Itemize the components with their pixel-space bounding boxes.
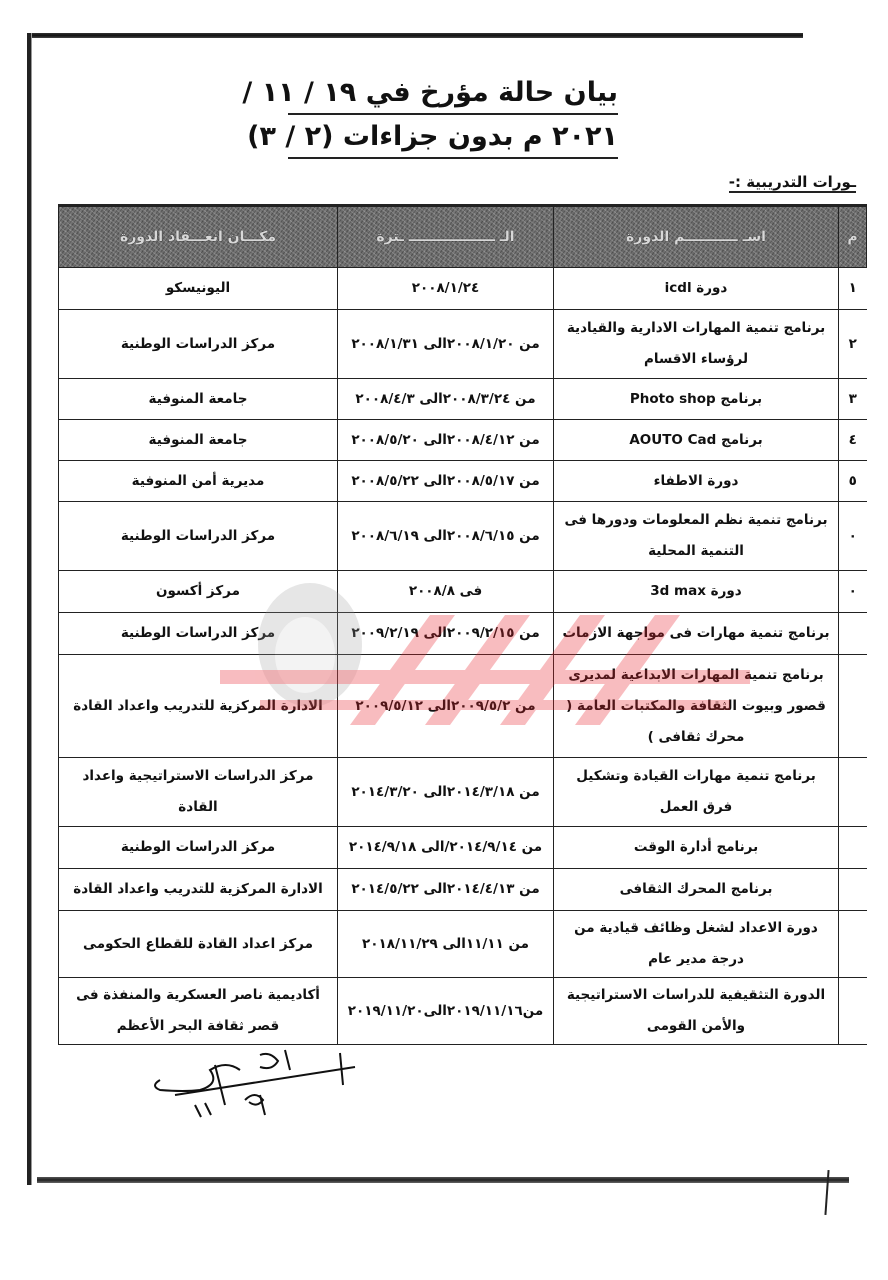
course-name: [554, 461, 839, 502]
course-name-text: برنامج المحرك الثقافى: [619, 881, 773, 897]
course-period: [338, 502, 554, 571]
course-period: [338, 911, 554, 978]
course-location: [59, 268, 338, 310]
table-row: [59, 502, 867, 571]
course-name-text: برنامج Photo shop: [629, 390, 763, 407]
course-name: [554, 502, 839, 571]
row-number: [839, 758, 867, 827]
header-course: اسـ ـــــــــــم الدورة: [554, 206, 839, 268]
course-period-text: من ٢٠٠٨/٣/٢٤الى ٢٠٠٨/٤/٣: [355, 390, 536, 407]
course-period: [338, 268, 554, 310]
title-line-1: بيان حالة مؤرخ في ١٩ / ١١ /: [288, 73, 618, 115]
course-location: [59, 310, 338, 379]
course-name-text: برنامج AOUTO Cad: [629, 431, 763, 448]
course-period: [338, 758, 554, 827]
course-name: [554, 869, 839, 911]
course-location-text: مركز الدراسات الوطنية: [120, 839, 276, 855]
table-row: [59, 268, 867, 310]
course-name-text: دورة 3d max: [650, 583, 742, 599]
course-location: [59, 420, 338, 461]
course-name-text: برنامج أدارة الوقت: [633, 839, 759, 855]
row-number: [839, 911, 867, 978]
table-row: [59, 911, 867, 978]
course-period-text: من ٢٠١٤/٩/١٤/الى ٢٠١٤/٩/١٨: [348, 839, 543, 855]
course-location: [59, 379, 338, 420]
row-number: [839, 655, 867, 758]
course-location: [59, 571, 338, 613]
course-name: [554, 827, 839, 869]
table-row: [59, 420, 867, 461]
course-period: [338, 420, 554, 461]
page-border-top: [27, 33, 803, 38]
handwritten-signature: [135, 1045, 375, 1125]
course-period-text: من ٢٠٠٨/٦/١٥الى ٢٠٠٨/٦/١٩: [351, 527, 540, 544]
course-period-text: من ٢٠٠٨/٥/١٧الى ٢٠٠٨/٥/٢٢: [351, 472, 540, 489]
course-name: [554, 978, 839, 1045]
table-row: [59, 827, 867, 869]
course-name-text: برنامج تنمية نظم المعلومات ودورها فى التنمية المحلية: [564, 512, 828, 559]
row-number: [839, 461, 867, 502]
row-number: [839, 502, 867, 571]
courses-table: [58, 204, 867, 1045]
course-location: [59, 502, 338, 571]
course-period: [338, 869, 554, 911]
row-number-text: ١: [848, 280, 857, 296]
course-period: [338, 655, 554, 758]
section-label: ـورات التدريبية :-: [728, 173, 856, 191]
row-number: [839, 268, 867, 310]
course-period: [338, 613, 554, 655]
course-name-text: دورة الاطفاء: [653, 472, 739, 489]
course-location: [59, 827, 338, 869]
course-name: [554, 613, 839, 655]
course-period: [338, 571, 554, 613]
row-number-text: ٠: [848, 527, 857, 544]
course-name-text: الدورة التثقيفية للدراسات الاستراتيجية والأمن القومى: [566, 987, 826, 1034]
course-name-text: برنامج تنمية مهارات فى مواجهة الازمات: [562, 625, 830, 641]
course-location-text: جامعة المنوفية: [148, 390, 248, 407]
row-number: [839, 379, 867, 420]
course-period-text: من ٢٠١٤/٣/١٨الى ٢٠١٤/٣/٢٠: [351, 783, 540, 800]
document-title: [242, 73, 618, 161]
row-number: [839, 613, 867, 655]
course-period: [338, 310, 554, 379]
course-location-text: مركز الدراسات الوطنية: [120, 625, 276, 641]
course-name: [554, 268, 839, 310]
course-name: [554, 379, 839, 420]
course-location-text: أكاديمية ناصر العسكرية والمنفذة فى قصر ثقافة البحر الأعظم: [76, 987, 320, 1034]
course-period-text: من ٢٠٠٨/١/٢٠الى ٢٠٠٨/١/٣١: [351, 335, 540, 352]
course-location-text: مركز الدراسات الاستراتيجية واعداد القادة: [82, 768, 314, 815]
course-location: [59, 911, 338, 978]
course-location-text: مركز اعداد القادة للقطاع الحكومى: [83, 935, 313, 952]
table-header-row: [59, 206, 867, 268]
table-row: [59, 758, 867, 827]
course-location: [59, 613, 338, 655]
course-location-text: الادارة المركزية للتدريب واعداد القادة: [73, 881, 323, 897]
page-border-left: [27, 33, 32, 1185]
header-location: مكـــان انعـــقاد الدورة: [59, 206, 338, 268]
row-number-text: ٠: [848, 583, 857, 599]
course-name: [554, 420, 839, 461]
row-number: [839, 571, 867, 613]
course-period-text: من ٢٠٠٩/٢/١٥الى ٢٠٠٩/٢/١٩: [351, 625, 540, 641]
header-number: م: [839, 206, 867, 268]
course-location: [59, 978, 338, 1045]
row-number: [839, 420, 867, 461]
course-name: [554, 758, 839, 827]
course-location-text: مركز أكسون: [156, 583, 240, 599]
row-number-text: ٤: [848, 431, 857, 448]
course-name-text: برنامج تنمية مهارات القيادة وتشكيل فرق العمل: [576, 768, 816, 815]
course-period-text: من٢٠١٩/١١/١٦الى٢٠١٩/١١/٢٠: [347, 1002, 544, 1019]
course-name-text: برنامج تنمية المهارات الابداعية لمديرى قصور وبيوت الثقافة والمكتبات العامة ( محرك ثقافى ): [566, 666, 826, 745]
course-location: [59, 869, 338, 911]
row-number-text: ٣: [848, 390, 857, 407]
course-location: [59, 655, 338, 758]
course-period: [338, 978, 554, 1045]
table-row: [59, 379, 867, 420]
course-period-text: من ٢٠١٤/٤/١٣الى ٢٠١٤/٥/٢٢: [351, 881, 540, 897]
course-period-text: من ١١/١١الى ٢٠١٨/١١/٢٩: [362, 935, 529, 952]
course-name-text: برنامج تنمية المهارات الادارية والقيادية لرؤساء الاقسام: [566, 320, 826, 367]
row-number: [839, 827, 867, 869]
course-period-text: فى ٢٠٠٨/٨: [408, 583, 483, 599]
row-number: [839, 310, 867, 379]
row-number-text: ٥: [848, 472, 857, 489]
row-number: [839, 978, 867, 1045]
course-period-text: من ٢٠٠٩/٥/٢الى ٢٠٠٩/٥/١٢: [355, 697, 536, 714]
table-row: [59, 655, 867, 758]
course-location-text: مديرية أمن المنوفية: [131, 472, 265, 489]
table-row: [59, 461, 867, 502]
course-name: [554, 571, 839, 613]
course-location: [59, 461, 338, 502]
course-location-text: مركز الدراسات الوطنية: [120, 335, 276, 352]
course-name-text: دورة icdl: [664, 280, 728, 296]
title-line-2: ٢٠٢١ م بدون جزاءات (٢ / ٣): [288, 117, 618, 159]
course-location-text: اليونيسكو: [165, 280, 231, 296]
course-period: [338, 827, 554, 869]
course-period-text: من ٢٠٠٨/٤/١٢الى ٢٠٠٨/٥/٢٠: [351, 431, 540, 448]
course-name: [554, 310, 839, 379]
table-row: [59, 978, 867, 1045]
course-location-text: مركز الدراسات الوطنية: [120, 527, 276, 544]
header-period: الـ ــــــــــــــــــ ـترة: [338, 206, 554, 268]
table-row: [59, 310, 867, 379]
table-row: [59, 869, 867, 911]
course-name: [554, 655, 839, 758]
table-row: [59, 571, 867, 613]
course-period-text: ٢٠٠٨/١/٢٤: [411, 280, 480, 296]
course-location-text: الادارة المركزية للتدريب واعداد القادة: [73, 697, 323, 714]
table-row: [59, 613, 867, 655]
course-period: [338, 379, 554, 420]
page-border-bottom: [37, 1177, 849, 1183]
row-number-text: ٢: [848, 335, 857, 352]
course-location: [59, 758, 338, 827]
course-location-text: جامعة المنوفية: [148, 431, 248, 448]
row-number: [839, 869, 867, 911]
course-name: [554, 911, 839, 978]
course-name-text: دورة الاعداد لشغل وظائف قيادية من درجة مدير عام: [574, 920, 818, 967]
course-period: [338, 461, 554, 502]
